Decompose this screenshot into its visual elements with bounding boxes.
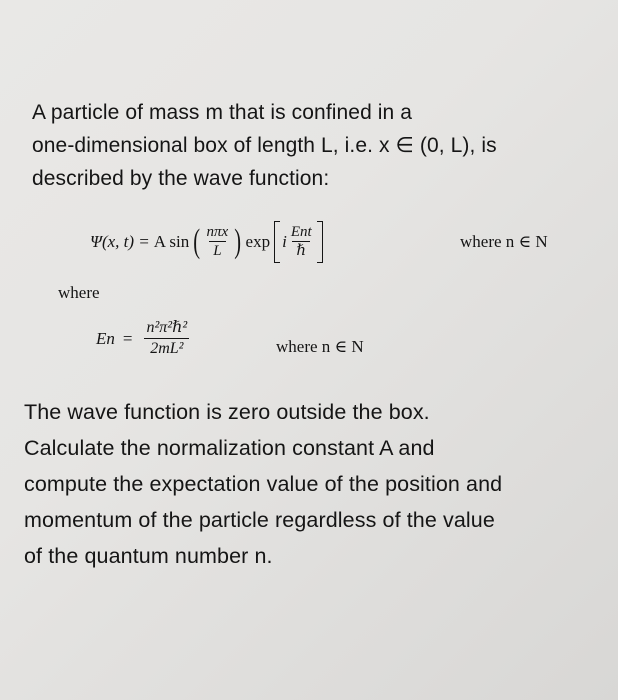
- exp-numerator: Ent: [290, 224, 312, 240]
- exp-function: exp: [245, 232, 271, 251]
- energy-denominator: 2mL²: [144, 338, 189, 359]
- left-paren: (: [193, 223, 201, 260]
- energy-equals: =: [122, 328, 133, 348]
- right-bracket: [317, 221, 323, 263]
- equation1-condition: where n ∈ N: [460, 232, 548, 251]
- amplitude-sin: A sin: [153, 232, 190, 251]
- task-line-1: The wave function is zero outside the box.: [24, 400, 430, 424]
- left-bracket: [274, 221, 280, 263]
- task-line-5: of the quantum number n.: [24, 544, 273, 568]
- equation2-condition: where n ∈ N: [276, 337, 364, 356]
- task-paragraph: [24, 394, 604, 574]
- task-line-2: Calculate the normalization constant A and: [24, 436, 435, 460]
- sin-denominator: L: [209, 241, 225, 260]
- intro-line-1: A particle of mass m that is confined in a: [32, 101, 413, 124]
- task-line-3: compute the expectation value of the position and: [24, 472, 503, 496]
- sin-numerator: nπx: [206, 224, 229, 240]
- energy-equation: [96, 318, 195, 359]
- exp-argument-fraction: [289, 224, 314, 260]
- exp-denominator: ℏ: [292, 241, 310, 260]
- intro-paragraph: [32, 96, 592, 195]
- energy-lhs: En: [96, 328, 115, 348]
- intro-line-2: one-dimensional box of length L, i.e. x ∈ (0, L), is: [32, 134, 497, 157]
- where-label: where: [58, 283, 100, 302]
- sin-argument-fraction: [205, 224, 231, 260]
- wave-function-equation: [90, 214, 325, 270]
- energy-fraction: [140, 318, 193, 359]
- task-line-4: momentum of the particle regardless of the value: [24, 508, 495, 532]
- energy-numerator: n²π²ℏ²: [146, 319, 188, 336]
- wave-function-lhs: Ψ(x, t) =: [90, 232, 150, 251]
- imaginary-unit: i: [282, 232, 287, 251]
- intro-line-3: described by the wave function:: [32, 167, 330, 190]
- right-paren: ): [234, 223, 242, 260]
